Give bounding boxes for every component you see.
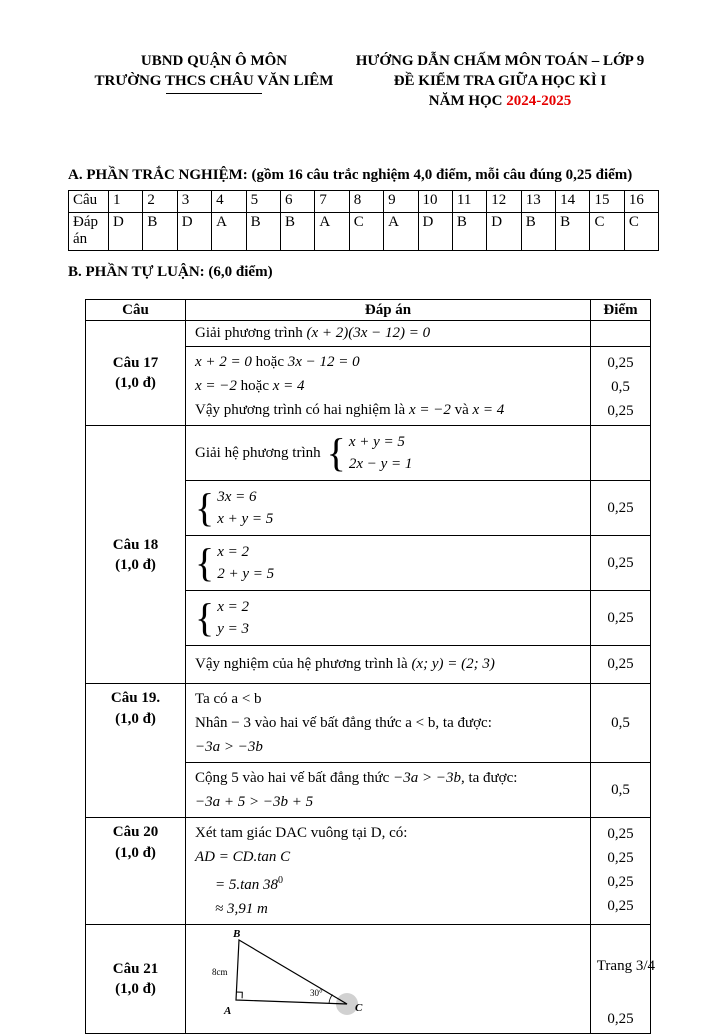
mc-answer-cell: A bbox=[315, 213, 349, 251]
cau18-step3-points-cell: 0,25 bbox=[591, 591, 651, 646]
issuing-org bbox=[88, 52, 340, 111]
cau21-points-label: (1,0 đ) bbox=[115, 981, 156, 998]
mc-number-cell: 2 bbox=[143, 191, 177, 213]
mc-number-cell: 11 bbox=[452, 191, 486, 213]
vertex-c-label: C bbox=[355, 1002, 363, 1015]
mc-number-cell: 5 bbox=[246, 191, 280, 213]
triangle-figure bbox=[209, 928, 409, 1022]
vertex-a-label: A bbox=[224, 1005, 232, 1018]
system-equations bbox=[217, 487, 273, 530]
mc-number-cell: 1 bbox=[109, 191, 143, 213]
document-title bbox=[350, 52, 650, 111]
mc-answer-cell: C bbox=[590, 213, 624, 251]
mc-answer-cell: B bbox=[452, 213, 486, 251]
mc-answer-cell: D bbox=[418, 213, 452, 251]
mc-row-label-dapan: Đáp án bbox=[69, 213, 109, 251]
mc-answer-cell: C bbox=[349, 213, 383, 251]
mc-number-cell: 9 bbox=[384, 191, 418, 213]
cau18-intro-points-cell bbox=[591, 426, 651, 481]
mc-number-cell: 4 bbox=[212, 191, 246, 213]
cau18-step2-points-cell: 0,25 bbox=[591, 536, 651, 591]
cau17-step1 bbox=[195, 350, 581, 374]
equation: x = 2 bbox=[217, 598, 249, 615]
cau17-intro-cell bbox=[186, 321, 591, 347]
cau18-step2-cell bbox=[186, 536, 591, 591]
page-number: Trang 3/4 bbox=[596, 958, 655, 974]
essay-answer-table bbox=[85, 299, 651, 1034]
equation: AD = CD.tan C bbox=[195, 849, 291, 866]
cau18-step3-cell bbox=[186, 591, 591, 646]
equation: x = −2 bbox=[408, 402, 451, 419]
exponent: 0 bbox=[278, 875, 284, 887]
text: Nhân − 3 vào hai vế bất đẳng thức a < b, ta được: bbox=[195, 715, 492, 732]
equation: = 5.tan 38 bbox=[215, 877, 279, 894]
equation: x + y = 5 bbox=[217, 510, 274, 527]
mc-answer-cell: D bbox=[177, 213, 211, 251]
mc-answer-cell: A bbox=[384, 213, 418, 251]
header-dapan: Đáp án bbox=[186, 300, 591, 321]
mc-answer-cell: D bbox=[487, 213, 521, 251]
mc-answer-cell: D bbox=[109, 213, 143, 251]
mc-answer-row bbox=[69, 213, 659, 251]
equation: 3x − 12 = 0 bbox=[287, 354, 360, 371]
cau21-row bbox=[86, 925, 651, 1034]
system-equations bbox=[217, 542, 274, 585]
org-line2: TRƯỜNG THCS CHÂU VĂN LIÊM bbox=[94, 72, 334, 89]
cau17-label-cell bbox=[86, 321, 186, 426]
cau20-line3 bbox=[215, 869, 581, 897]
cau17-solution-cell bbox=[186, 347, 591, 426]
equation-system bbox=[327, 431, 413, 475]
equation: 2x − y = 1 bbox=[348, 455, 413, 472]
point-value: 0,25 bbox=[607, 826, 634, 843]
text: Vậy nghiệm của hệ phương trình là bbox=[195, 656, 408, 673]
point-value: 0,25 bbox=[607, 403, 634, 420]
cau17-intro-row bbox=[86, 321, 651, 347]
cau18-label-cell bbox=[86, 426, 186, 684]
triangle-figure-wrap bbox=[209, 928, 581, 1030]
text: hoặc bbox=[240, 378, 269, 395]
mc-number-cell: 8 bbox=[349, 191, 383, 213]
cau17-points-cell bbox=[591, 347, 651, 426]
mc-number-cell: 3 bbox=[177, 191, 211, 213]
system-brace: { bbox=[195, 595, 215, 641]
cau21-label: Câu 21 bbox=[112, 961, 159, 978]
cau18-step1-points-cell: 0,25 bbox=[591, 481, 651, 536]
cau20-row bbox=[86, 818, 651, 925]
equation: y = 3 bbox=[217, 620, 249, 637]
cau19-step1-points-cell: 0,5 bbox=[591, 684, 651, 763]
cau17-points-label: (1,0 đ) bbox=[115, 375, 156, 392]
title-line1: HƯỚNG DẪN CHẤM MÔN TOÁN – LỚP 9 bbox=[355, 53, 645, 69]
cau17-intro-equation: (x + 2)(3x − 12) = 0 bbox=[306, 325, 431, 342]
right-angle-marker bbox=[236, 992, 242, 998]
multiple-choice-table bbox=[68, 190, 659, 251]
equation: x + y = 5 bbox=[348, 433, 405, 450]
title-line2: ĐỀ KIỂM TRA GIỮA HỌC KÌ I bbox=[393, 72, 607, 89]
point-value: 0,25 bbox=[607, 874, 634, 891]
equation: ≈ 3,91 m bbox=[215, 901, 268, 918]
cau17-intro-text: Giải phương trình bbox=[195, 325, 303, 342]
mc-row-label-cau: Câu bbox=[69, 191, 109, 213]
mc-answer-cell: B bbox=[143, 213, 177, 251]
cau18-conclusion-points-cell: 0,25 bbox=[591, 646, 651, 684]
cau19-row1 bbox=[86, 684, 651, 763]
system-equations bbox=[217, 597, 249, 640]
equation-system bbox=[195, 486, 273, 530]
text: Giải hệ phương trình bbox=[195, 445, 321, 462]
text: , ta được: bbox=[460, 770, 518, 787]
vertex-b-label: B bbox=[233, 928, 241, 941]
mc-answer-cell: B bbox=[521, 213, 555, 251]
text: Xét tam giác DAC vuông tại D, có: bbox=[195, 825, 408, 842]
system-brace: { bbox=[195, 485, 215, 531]
cau17-step2 bbox=[195, 374, 581, 398]
equation: x + 2 = 0 bbox=[195, 354, 252, 371]
cau17-intro-points-cell bbox=[591, 321, 651, 347]
equation: x = −2 bbox=[195, 378, 237, 395]
cau19-step2-text bbox=[195, 766, 581, 790]
triangle-outline bbox=[236, 940, 347, 1004]
cau19-points-label: (1,0 đ) bbox=[115, 710, 156, 727]
cau19-step2-cell bbox=[186, 763, 591, 818]
equation: 3x = 6 bbox=[217, 488, 257, 505]
equation-system bbox=[195, 541, 274, 585]
mc-answer-cell: B bbox=[280, 213, 314, 251]
cau19-label-cell bbox=[86, 684, 186, 818]
cau18-intro bbox=[195, 429, 581, 477]
cau18-intro-row bbox=[86, 426, 651, 481]
text: và bbox=[454, 402, 469, 419]
text: hoặc bbox=[255, 354, 284, 371]
mc-question-row bbox=[69, 191, 659, 213]
section-a-title: A. PHẦN TRẮC NGHIỆM: (gồm 16 câu trắc nghiệm 4,0 điểm, mỗi câu đúng 0,25 điểm) bbox=[68, 167, 633, 184]
mc-number-cell: 16 bbox=[624, 191, 658, 213]
system-equations bbox=[349, 432, 413, 475]
school-year-value: 2024-2025 bbox=[506, 92, 572, 109]
org-line1: UBND QUẬN Ô MÔN bbox=[140, 53, 288, 69]
text: Ta có a < b bbox=[195, 691, 262, 708]
mc-number-cell: 15 bbox=[590, 191, 624, 213]
header-diem: Điểm bbox=[591, 300, 651, 321]
system-brace: { bbox=[326, 430, 346, 476]
equation: −3a + 5 > −3b + 5 bbox=[195, 794, 314, 811]
table-header-row bbox=[86, 300, 651, 321]
cau18-intro-cell bbox=[186, 426, 591, 481]
side-length-label: 8cm bbox=[212, 967, 228, 978]
mc-answer-cell: B bbox=[556, 213, 590, 251]
document-header bbox=[88, 52, 725, 111]
angle-label: 30° bbox=[310, 988, 323, 999]
mc-number-cell: 14 bbox=[556, 191, 590, 213]
equation: −3a > −3b bbox=[195, 739, 263, 756]
mc-number-cell: 12 bbox=[487, 191, 521, 213]
equation: x = 2 bbox=[217, 543, 249, 560]
cau21-figure-cell bbox=[186, 925, 591, 1034]
cau19-step1-cell bbox=[186, 684, 591, 763]
equation: (x; y) = (2; 3) bbox=[411, 656, 495, 673]
mc-number-cell: 6 bbox=[280, 191, 314, 213]
equation: 2 + y = 5 bbox=[217, 565, 275, 582]
cau20-solution-cell bbox=[186, 818, 591, 925]
equation: x = 4 bbox=[272, 378, 305, 395]
cau19-label: Câu 19. bbox=[110, 690, 161, 707]
cau20-label-cell bbox=[86, 818, 186, 925]
mc-answer-cell: B bbox=[246, 213, 280, 251]
point-value: 0,25 bbox=[607, 355, 634, 372]
cau18-conclusion-cell bbox=[186, 646, 591, 684]
cau20-points-label: (1,0 đ) bbox=[115, 844, 156, 861]
cau19-step2-points-cell: 0,5 bbox=[591, 763, 651, 818]
mc-answer-cell: A bbox=[212, 213, 246, 251]
cau18-step1-cell bbox=[186, 481, 591, 536]
title-line3 bbox=[350, 92, 650, 112]
mc-number-cell: 7 bbox=[315, 191, 349, 213]
cau18-points-label: (1,0 đ) bbox=[115, 556, 156, 573]
point-value: 0,5 bbox=[611, 379, 630, 396]
cau17-conclusion bbox=[195, 398, 581, 422]
cau18-label: Câu 18 bbox=[112, 536, 159, 553]
angle-arc bbox=[329, 995, 333, 1004]
mc-number-cell: 10 bbox=[418, 191, 452, 213]
cau21-label-cell bbox=[86, 925, 186, 1034]
text: Vậy phương trình có hai nghiệm là bbox=[195, 402, 406, 419]
cau20-label: Câu 20 bbox=[112, 824, 159, 841]
mc-number-cell: 13 bbox=[521, 191, 555, 213]
text: Cộng 5 vào hai vế bất đẳng thức bbox=[195, 770, 390, 787]
header-underline bbox=[166, 93, 262, 94]
cau21-points-cell: 0,25 bbox=[591, 925, 651, 1034]
point-value: 0,25 bbox=[607, 850, 634, 867]
point-value: 0,25 bbox=[607, 898, 634, 915]
equation: −3a > −3b bbox=[393, 770, 461, 787]
equation-system bbox=[195, 596, 249, 640]
header-cau: Câu bbox=[86, 300, 186, 321]
system-brace: { bbox=[195, 540, 215, 586]
school-year-label: NĂM HỌC bbox=[428, 92, 503, 109]
section-b-title: B. PHẦN TỰ LUẬN: (6,0 điểm) bbox=[68, 264, 273, 281]
mc-answer-cell: C bbox=[624, 213, 658, 251]
cau20-points-cell bbox=[591, 818, 651, 925]
equation: x = 4 bbox=[472, 402, 505, 419]
cau17-label: Câu 17 bbox=[112, 355, 159, 372]
